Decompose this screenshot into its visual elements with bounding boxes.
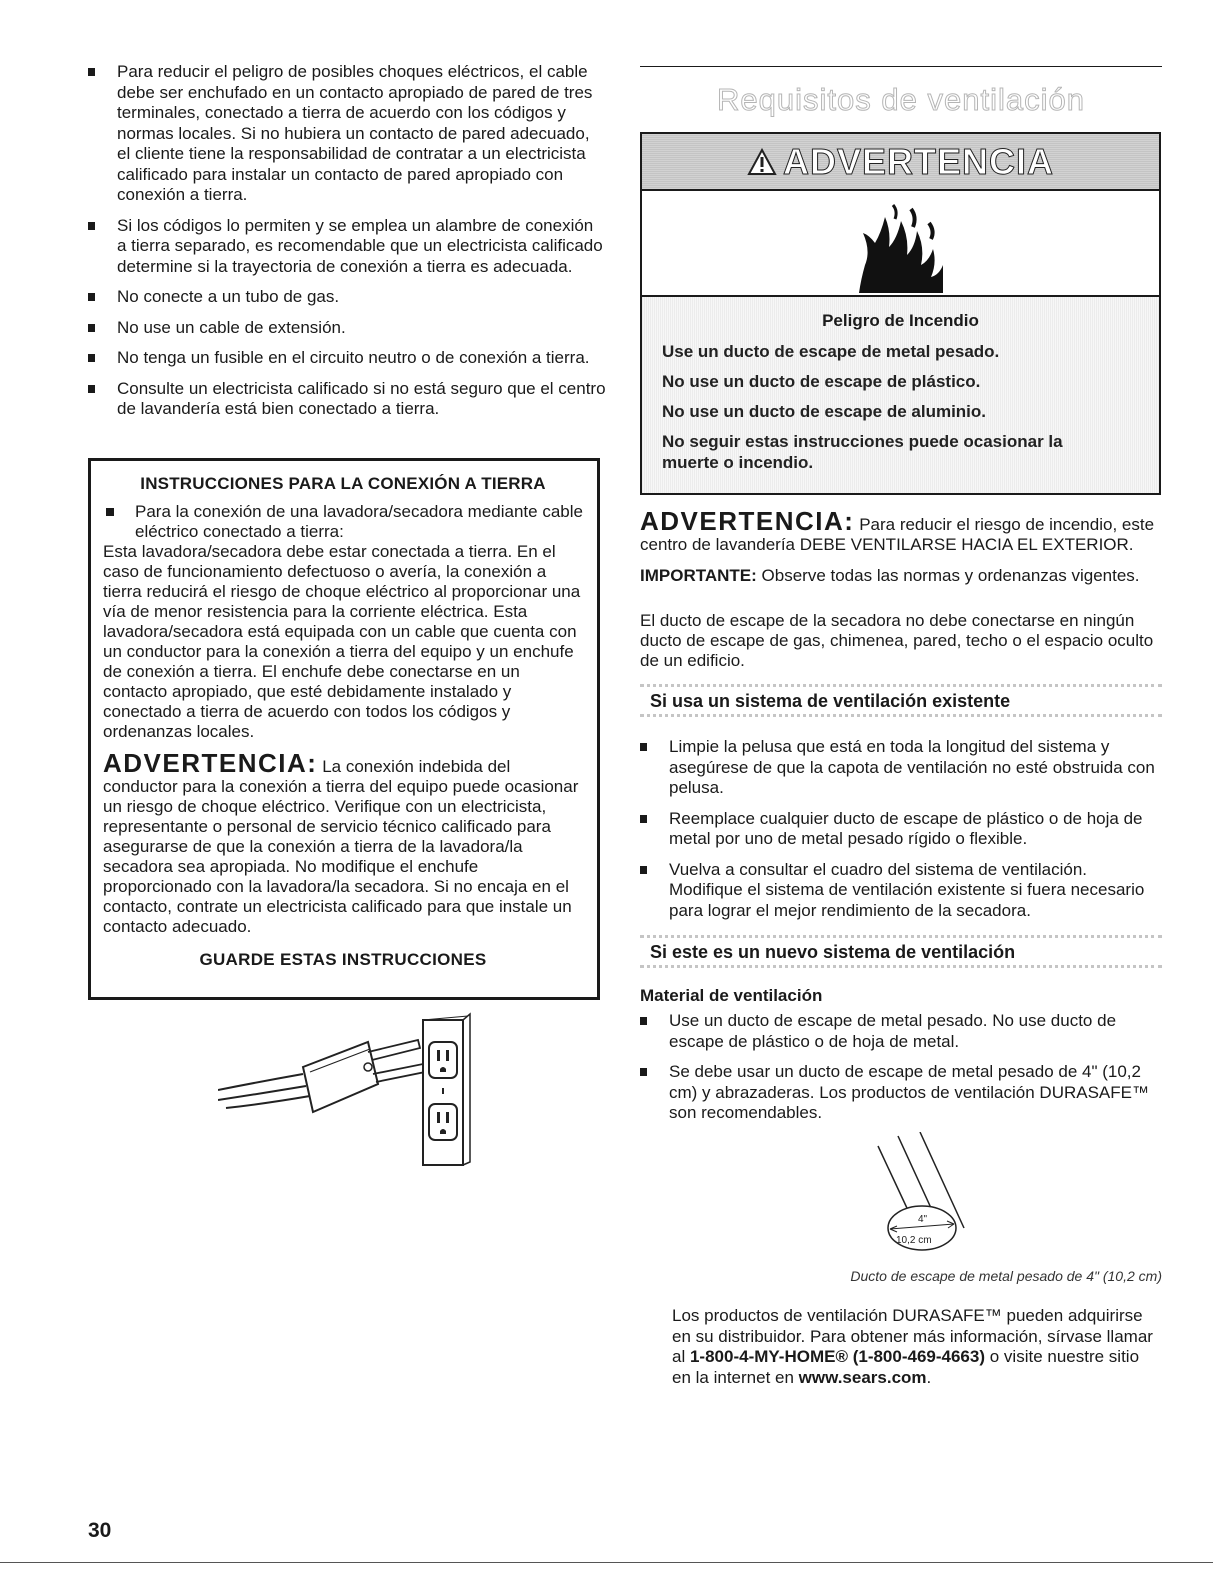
grounding-box-bullet: Para la conexión de una lavadora/secadora mediante cable eléctrico conectado a tierra: (103, 502, 583, 542)
warning-header-label: ADVERTENCIA (782, 140, 1054, 182)
closing-text: o visite nuestre sitio en la internet en (672, 1347, 1140, 1387)
list-item: Se debe usar un ducto de escape de metal pesado de 4" (10,2 cm) y abrazaderas. Los productos de ventilación DURASAFE™ son recomendables. (640, 1062, 1162, 1124)
grounding-warning-text: La conexión indebida del conductor para la conexión a tierra del equipo puede ocasionar un riesgo de choque eléctrico. Verifique con un electricista, representante o personal de servicio técnico calificado para asegurarse de que la conexión a tierra de la lavadora/la secadora sea apropiada. No modifique el enchufe proporcionado con la lavadora/la secadora. Si no encaja en el contacto, contrate un electricista calificado para que instale un contacto adecuado. (103, 757, 579, 936)
new-system-heading: Si este es un nuevo sistema de ventilación (640, 935, 1162, 968)
website-link[interactable]: www.sears.com (798, 1367, 927, 1387)
existing-system-heading: Si usa un sistema de ventilación existente (640, 684, 1162, 717)
duct-diagram (860, 1132, 980, 1260)
list-item: No use un cable de extensión. (88, 318, 606, 339)
list-item: Si los códigos lo permiten y se emplea un alambre de conexión a tierra separado, es recomendable que un electricista calificado determine si la trayectoria de conexión a tierra es adecuada. (88, 216, 606, 278)
save-instructions-footer: GUARDE ESTAS INSTRUCCIONES (199, 950, 487, 969)
list-item: Para reducir el peligro de posibles choques eléctricos, el cable debe ser enchufado en un contacto apropiado de pared de tres terminales, conectado a tierra de acuerdo con los códigos y normas locales. Si no hubiera un contacto de pared adecuado, el cliente tiene la responsabilidad de contratar a un electricista calificado para instalar un contacto de pared apropiado con conexión a tierra. (88, 62, 606, 206)
hazard-title: Peligro de Incendio (822, 311, 979, 330)
warning-line: No use un ducto de escape de aluminio. (662, 402, 987, 421)
vent-warning (640, 506, 1162, 555)
section-title: Requisitos de ventilación (717, 82, 1085, 117)
fire-symbol-area (642, 191, 1159, 295)
warning-line: No seguir estas instrucciones puede ocasionar la muerte o incendio. (662, 432, 1063, 472)
list-item: No conecte a un tubo de gas. (88, 287, 606, 308)
closing-text: . (926, 1367, 932, 1387)
list-item: Vuelva a consultar el cuadro del sistema de ventilación. Modifique el sistema de ventilación existente si fuera necesario para lograr el mejor rendimiento de la secadora. (640, 860, 1162, 922)
plug-outlet-illustration (218, 1012, 478, 1172)
fire-warning-box (640, 132, 1161, 495)
warning-triangle-icon (747, 148, 777, 176)
duct-caption: Ducto de escape de metal pesado de 4" (10,2 cm) (850, 1268, 1162, 1284)
duct-size-cm: 10,2 cm (896, 1235, 932, 1246)
list-item: No tenga un fusible en el circuito neutro o de conexión a tierra. (88, 348, 606, 369)
list-item: Consulte un electricista calificado si no está seguro que el centro de lavandería está bien conectado a tierra. (88, 379, 606, 420)
fire-hazard-icon (851, 203, 951, 295)
important-text: Observe todas las normas y ordenanzas vigentes. (761, 566, 1140, 585)
list-item: Reemplace cualquier ducto de escape de plástico o de hoja de metal por uno de metal pesado rígido o flexible. (640, 809, 1162, 850)
grounding-box-title: INSTRUCCIONES PARA LA CONEXIÓN A TIERRA (140, 474, 546, 493)
vent-warning-text: Para reducir el riesgo de incendio, este centro de lavandería DEBE VENTILARSE HACIA EL EXTERIOR. (640, 515, 1155, 554)
grounding-warning (103, 748, 583, 937)
grounding-instructions-box (88, 458, 600, 1000)
closing-paragraph (672, 1306, 1162, 1388)
duct-note: El ducto de escape de la secadora no debe conectarse en ningún ducto de escape de gas, chimenea, pared, techo o el espacio oculto de un edificio. (640, 611, 1154, 670)
closing-text: Los productos de ventilación DURASAFE™ pueden adquirirse en su distribuidor. Para obtener más información, sírvase llamar al (672, 1306, 1153, 1366)
list-item: Use un ducto de escape de metal pesado. No use ducto de escape de plástico o de hoja de metal. (640, 1011, 1162, 1052)
important-label: IMPORTANTE: (640, 566, 757, 585)
bottom-rule (0, 1562, 1213, 1563)
warning-line: Use un ducto de escape de metal pesado. (662, 342, 1000, 361)
important-note (640, 566, 1162, 586)
material-title: Material de ventilación (640, 986, 823, 1005)
electrical-bullets (88, 62, 606, 430)
duct-size-inches: 4" (918, 1214, 928, 1225)
section-rule (640, 66, 1162, 67)
phone-number: 1-800-4-MY-HOME® (1-800-469-4663) (689, 1347, 986, 1366)
warning-body (642, 295, 1159, 493)
warning-word: ADVERTENCIA: (640, 506, 855, 536)
warning-header-text (747, 141, 1054, 183)
page-number: 30 (88, 1519, 112, 1542)
warning-line: No use un ducto de escape de plástico. (662, 372, 981, 391)
existing-system-bullets (640, 737, 1162, 931)
warning-header (642, 134, 1159, 191)
list-item: Limpie la pelusa que está en toda la longitud del sistema y asegúrese de que la capota de ventilación no esté obstruida con pelusa. (640, 737, 1162, 799)
new-system-bullets (640, 1011, 1162, 1134)
grounding-box-paragraph: Esta lavadora/secadora debe estar conectada a tierra. En el caso de funcionamiento defectuoso o avería, la conexión a tierra reducirá el riesgo de choque eléctrico al proporcionar una vía de menor resistencia para la corriente eléctrica. Esta lavadora/secadora está equipada con un cable que cuenta con un conductor para la conexión a tierra del equipo y un enchufe de conexión a tierra. El enchufe debe conectarse en un contacto apropiado, que esté debidamente instalado y conectado a tierra de acuerdo con todos los códigos y ordenanzas locales. (103, 542, 581, 741)
warning-word: ADVERTENCIA: (103, 748, 318, 778)
